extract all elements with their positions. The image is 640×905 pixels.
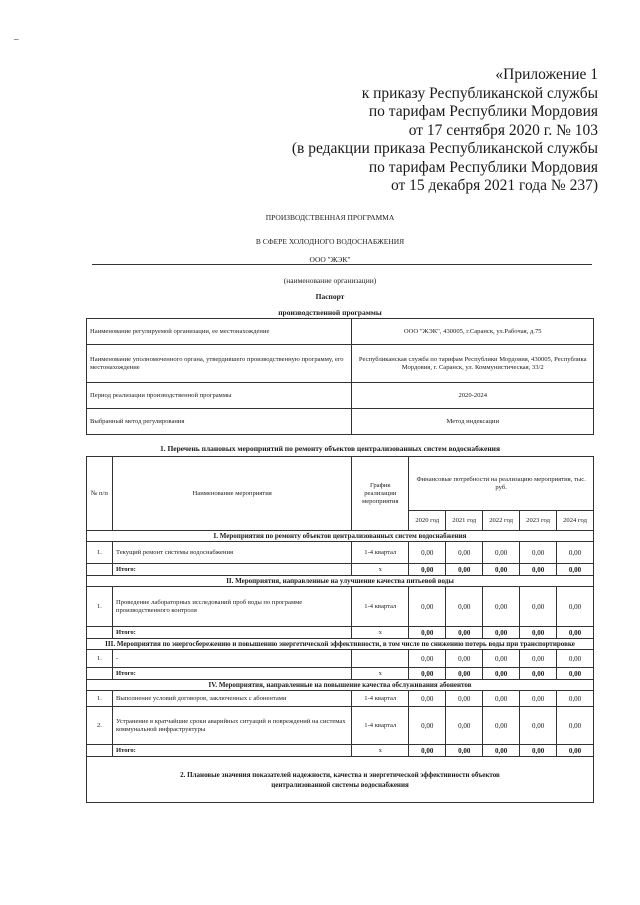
row-schedule: х: [352, 564, 409, 576]
row-schedule: 1-4 квартал: [352, 587, 409, 627]
column-header-name: Наименование мероприятия: [112, 457, 351, 531]
passport-value: 2020-2024: [352, 383, 594, 409]
value-cell: 0,00: [483, 542, 520, 564]
section-title: I. Мероприятия по ремонту объектов централизованных систем водоснабжения: [87, 531, 594, 542]
value-cell: 0,00: [520, 587, 557, 627]
row-schedule: х: [352, 668, 409, 680]
row-number: [87, 627, 113, 639]
total-cell: 0,00: [446, 564, 483, 576]
column-header-year: 2020 год: [409, 511, 446, 531]
total-cell: 0,00: [520, 564, 557, 576]
total-cell: 0,00: [520, 668, 557, 680]
value-cell: 0,00: [520, 691, 557, 707]
total-row: [87, 564, 594, 576]
attachment-line: к приказу Республиканской службы: [361, 84, 598, 102]
total-cell: 0,00: [557, 745, 594, 757]
program-title: ПРОИЗВОДСТВЕННАЯ ПРОГРАММА: [265, 213, 395, 222]
value-cell: 0,00: [520, 707, 557, 745]
table-row: [87, 707, 594, 745]
row-name: Устранение в кратчайшие сроки аварийных ситуаций и повреждений на системах коммунальной инфраструктуры: [112, 707, 351, 745]
measures-table: [86, 456, 594, 803]
section-row: [87, 531, 594, 542]
section-row: [87, 639, 594, 650]
total-cell: 0,00: [557, 668, 594, 680]
program-subtitle: В СФЕРЕ ХОЛОДНОГО ВОДОСНАБЖЕНИЯ: [255, 237, 405, 246]
column-header-year: 2022 год: [483, 511, 520, 531]
passport-label: Наименование регулируемой организации, ее местонахождение: [87, 319, 352, 345]
total-cell: 0,00: [557, 627, 594, 639]
attachment-line: по тарифам Республики Мордовия: [368, 103, 598, 120]
row-schedule: [352, 650, 409, 668]
table-row: [87, 587, 594, 627]
total-label: Итого:: [112, 668, 351, 680]
row-name: Выполнение условий договоров, заключенных с абонентами: [112, 691, 351, 707]
row-number: [87, 564, 113, 576]
table-row: [87, 542, 594, 564]
section-2-title: [87, 757, 594, 803]
total-label: Итого:: [112, 745, 351, 757]
row-schedule: 1-4 квартал: [352, 691, 409, 707]
total-row: [87, 745, 594, 757]
row-number: [87, 668, 113, 680]
total-cell: 0,00: [409, 668, 446, 680]
value-cell: 0,00: [483, 587, 520, 627]
value-cell: 0,00: [483, 707, 520, 745]
table-row: [87, 650, 594, 668]
column-header-number: № п/п: [87, 457, 113, 531]
passport-row: [87, 319, 594, 345]
value-cell: 0,00: [446, 707, 483, 745]
column-header-year: 2024 год: [557, 511, 594, 531]
page-mark: –: [14, 34, 19, 44]
value-cell: 0,00: [557, 650, 594, 668]
table-row: [87, 691, 594, 707]
value-cell: 0,00: [446, 587, 483, 627]
total-cell: 0,00: [446, 745, 483, 757]
total-cell: 0,00: [446, 668, 483, 680]
attachment-line: от 17 сентября 2020 г. № 103: [408, 121, 598, 139]
passport-label: Наименование уполномоченного органа, утвердившего производственную программу, его местонахождение: [87, 345, 352, 383]
value-cell: 0,00: [446, 650, 483, 668]
section-row: [87, 680, 594, 691]
section-1-title: 1. Перечень плановых мероприятий по ремонту объектов централизованных систем водоснабжения: [159, 444, 501, 453]
total-cell: 0,00: [557, 564, 594, 576]
total-cell: 0,00: [409, 745, 446, 757]
column-header-schedule: График реализации мероприятия: [352, 457, 409, 531]
attachment-line: от 15 декабря 2021 года № 237): [390, 177, 598, 194]
value-cell: 0,00: [409, 707, 446, 745]
column-header-year: 2021 год: [446, 511, 483, 531]
total-cell: 0,00: [520, 745, 557, 757]
attachment-line: «Приложение 1: [495, 66, 598, 83]
attachment-header: [292, 66, 598, 196]
value-cell: 0,00: [557, 691, 594, 707]
value-cell: 0,00: [557, 542, 594, 564]
row-number: 1.: [87, 542, 113, 564]
attachment-line: (в редакции приказа Республиканской службы: [291, 140, 598, 157]
total-cell: 0,00: [520, 627, 557, 639]
passport-value: Республиканская служба по тарифам Республики Мордовия, 430005, Республика Мордовия, г. Саранск, ул. Коммунистическая, 33/2: [352, 345, 594, 383]
passport-label: Выбранный метод регулирования: [87, 409, 352, 435]
table-header-row: [87, 457, 594, 511]
row-name: Текущий ремонт системы водоснабжения: [112, 542, 351, 564]
total-cell: 0,00: [446, 627, 483, 639]
value-cell: 0,00: [446, 542, 483, 564]
row-schedule: 1-4 квартал: [352, 707, 409, 745]
passport-value: Метод индексации: [352, 409, 594, 435]
value-cell: 0,00: [409, 542, 446, 564]
passport-row: [87, 383, 594, 409]
total-label: Итого:: [112, 564, 351, 576]
section-title: II. Мероприятия, направленные на улучшение качества питьевой воды: [87, 576, 594, 587]
total-cell: 0,00: [483, 564, 520, 576]
row-schedule: х: [352, 745, 409, 757]
value-cell: 0,00: [409, 650, 446, 668]
passport-row: [87, 409, 594, 435]
passport-value: ООО "ЖЭК", 430005, г.Саранск, ул.Рабочая, д.75: [352, 319, 594, 345]
section-2-title-line: централизованной системы водоснабжения: [271, 780, 409, 789]
value-cell: 0,00: [483, 691, 520, 707]
passport-title: Паспорт: [315, 292, 345, 301]
value-cell: 0,00: [520, 650, 557, 668]
value-cell: 0,00: [409, 691, 446, 707]
organization-caption: (наименование организации): [283, 276, 377, 285]
row-name: -: [112, 650, 351, 668]
row-number: 2.: [87, 707, 113, 745]
section-title: IV. Мероприятия, направленные на повышение качества обслуживания абонентов: [87, 680, 594, 691]
total-cell: 0,00: [409, 564, 446, 576]
row-number: 1.: [87, 650, 113, 668]
total-cell: 0,00: [483, 668, 520, 680]
value-cell: 0,00: [409, 587, 446, 627]
attachment-line: по тарифам Республики Мордовия: [368, 158, 598, 176]
row-schedule: х: [352, 627, 409, 639]
column-header-year: 2023 год: [520, 511, 557, 531]
row-number: [87, 745, 113, 757]
value-cell: 0,00: [520, 542, 557, 564]
total-cell: 0,00: [409, 627, 446, 639]
row-number: 1.: [87, 691, 113, 707]
section-title: III. Мероприятия по энергосбережению и повышению энергетической эффективности, в том числе по снижению потерь воды при транспортировке: [87, 639, 594, 650]
value-cell: 0,00: [557, 587, 594, 627]
row-schedule: 1-4 квартал: [352, 542, 409, 564]
value-cell: 0,00: [446, 691, 483, 707]
org-underline: [92, 264, 592, 265]
passport-label: Период реализации производственной программы: [87, 383, 352, 409]
row-name: Проведение лабораторных исследований проб воды по программе производственного контроля: [112, 587, 351, 627]
total-row: [87, 668, 594, 680]
total-label: Итого:: [112, 627, 351, 639]
value-cell: 0,00: [557, 707, 594, 745]
total-row: [87, 627, 594, 639]
section-2-title-line: 2. Плановые значения показателей надежности, качества и энергетической эффективности объектов: [180, 770, 500, 779]
value-cell: 0,00: [483, 650, 520, 668]
total-cell: 0,00: [483, 627, 520, 639]
total-cell: 0,00: [483, 745, 520, 757]
passport-subtitle: производственной программы: [278, 308, 382, 317]
organization-name: ООО "ЖЭК": [309, 255, 351, 264]
passport-table: [86, 318, 594, 435]
section-row: [87, 576, 594, 587]
column-header-finance: Финансовые потребности на реализацию мероприятия, тыс. руб.: [409, 457, 594, 511]
row-number: 1.: [87, 587, 113, 627]
section-2-row: [87, 757, 594, 803]
passport-row: [87, 345, 594, 383]
